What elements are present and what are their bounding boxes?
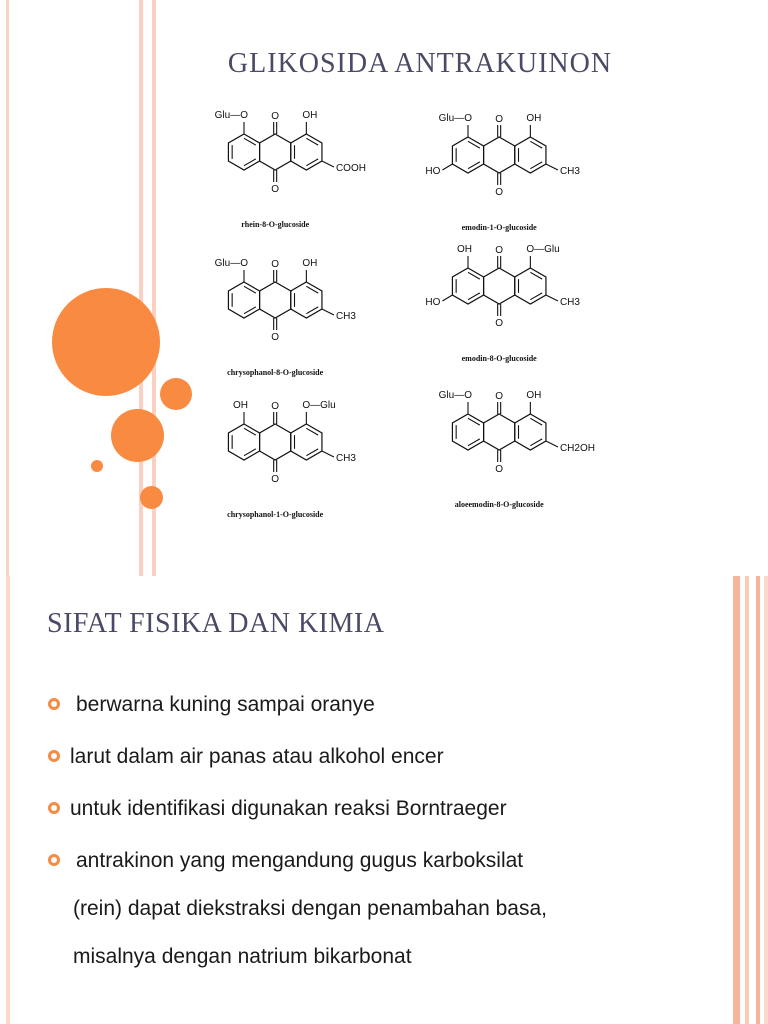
- ring: [228, 282, 259, 318]
- decorative-circle: [140, 486, 163, 509]
- atom-label: O—Glu: [526, 244, 560, 255]
- molecule-caption: chrysophanol-8-O-glucoside: [227, 368, 324, 377]
- bullet-list: [44, 692, 724, 970]
- bullet-item: berwarna kuning sampai oranye: [44, 692, 724, 718]
- ring: [484, 414, 515, 450]
- molecule-caption: rhein-8-O-glucoside: [241, 220, 310, 229]
- ring: [291, 424, 322, 460]
- atom-label: CH3: [559, 297, 580, 308]
- atom-label: O: [495, 391, 504, 402]
- ring: [228, 424, 259, 460]
- ring: [484, 268, 515, 304]
- ring: [515, 137, 546, 173]
- atom-label: OH: [233, 400, 248, 411]
- bullet-circle-icon: [48, 802, 60, 814]
- molecule-caption: aloeemodin-8-O-glucoside: [454, 500, 544, 509]
- molecule-chrysophanol-1-o-glucoside: [216, 400, 406, 519]
- bullet-circle-icon: [48, 854, 60, 866]
- atom-label: OH: [526, 113, 542, 124]
- ring: [228, 134, 259, 170]
- atom-label: O: [271, 184, 280, 195]
- molecule-caption: emodin-1-O-glucoside: [461, 223, 537, 232]
- bullet-item: larut dalam air panas atau alkohol encer: [44, 744, 724, 770]
- anthraquinone-structure: [216, 112, 406, 224]
- atom-label: O: [495, 187, 504, 198]
- ring: [452, 268, 483, 304]
- ring: [515, 268, 546, 304]
- right-stripe: [756, 576, 760, 1024]
- atom-label: CH2OH: [559, 443, 595, 454]
- molecule-emodin-1-o-glucoside: [425, 113, 630, 232]
- ring: [260, 424, 291, 460]
- molecule-rhein-8-o-glucoside: [214, 110, 406, 229]
- atom-label: OH: [526, 390, 542, 401]
- atom-label: Glu—O: [438, 113, 472, 124]
- atom-label: Glu—O: [214, 110, 248, 121]
- atom-label: CH3: [335, 311, 356, 322]
- atom-label: O: [271, 259, 280, 270]
- bullet-circle-icon: [48, 750, 60, 762]
- slide-sifat-fisika-dan-kimia: [0, 576, 768, 1024]
- molecule-aloeemodin-8-o-glucoside: [438, 390, 630, 509]
- atom-label: HO: [425, 297, 441, 308]
- atom-label: Glu—O: [214, 258, 248, 269]
- anthraquinone-structure: [216, 402, 406, 514]
- atom-label: O: [495, 318, 504, 329]
- atom-label: O: [271, 111, 280, 122]
- ring: [515, 414, 546, 450]
- molecule-emodin-8-o-glucoside: [425, 244, 630, 363]
- anthraquinone-structure: [425, 244, 630, 358]
- atom-label: COOH: [335, 163, 366, 174]
- atom-label: OH: [302, 258, 318, 269]
- right-stripe: [733, 576, 740, 1024]
- atom-label: CH3: [335, 453, 356, 464]
- atom-label: O: [271, 332, 280, 343]
- left-stripe: [6, 576, 10, 1024]
- molecule-caption: emodin-8-O-glucoside: [461, 354, 537, 363]
- atom-label: O: [495, 245, 504, 256]
- atom-label: CH3: [559, 166, 580, 177]
- bullet-item: antrakinon yang mengandung gugus karboksilat (rein) dapat diekstraksi dengan penambahan basa, misalnya dengan natrium bikarbonat: [44, 848, 724, 970]
- molecule-caption: chrysophanol-1-O-glucoside: [227, 510, 324, 519]
- anthraquinone-structure: [216, 260, 406, 372]
- atom-label: O: [495, 464, 504, 475]
- atom-label: O: [271, 401, 280, 412]
- ring: [291, 134, 322, 170]
- ring: [452, 414, 483, 450]
- decorative-circle-small: [91, 460, 103, 472]
- atom-label: OH: [302, 110, 318, 121]
- decorative-circle: [111, 409, 164, 462]
- atom-label: HO: [425, 166, 441, 177]
- atom-label: O: [495, 114, 504, 125]
- right-stripe: [764, 576, 768, 1024]
- right-stripe: [745, 576, 749, 1024]
- bullet-circle-icon: [48, 698, 60, 710]
- left-stripe-light: [6, 0, 9, 576]
- ring: [452, 137, 483, 173]
- molecule-chrysophanol-8-o-glucoside: [214, 258, 406, 377]
- atom-label: OH: [457, 244, 472, 255]
- anthraquinone-structure: [425, 113, 630, 227]
- atom-label: Glu—O: [438, 390, 472, 401]
- ring: [291, 282, 322, 318]
- ring: [260, 282, 291, 318]
- bullet-item: untuk identifikasi digunakan reaksi Borntraeger: [44, 796, 724, 822]
- atom-label: O: [271, 474, 280, 485]
- slide-title: SIFAT FISIKA DAN KIMIA: [47, 608, 385, 639]
- decorative-circle: [160, 378, 192, 410]
- ring: [484, 137, 515, 173]
- decorative-circle-large: [52, 288, 160, 396]
- anthraquinone-structure: [440, 392, 630, 504]
- slide-title: GLIKOSIDA ANTRAKUINON: [227, 48, 613, 79]
- ring: [260, 134, 291, 170]
- atom-label: O—Glu: [302, 400, 336, 411]
